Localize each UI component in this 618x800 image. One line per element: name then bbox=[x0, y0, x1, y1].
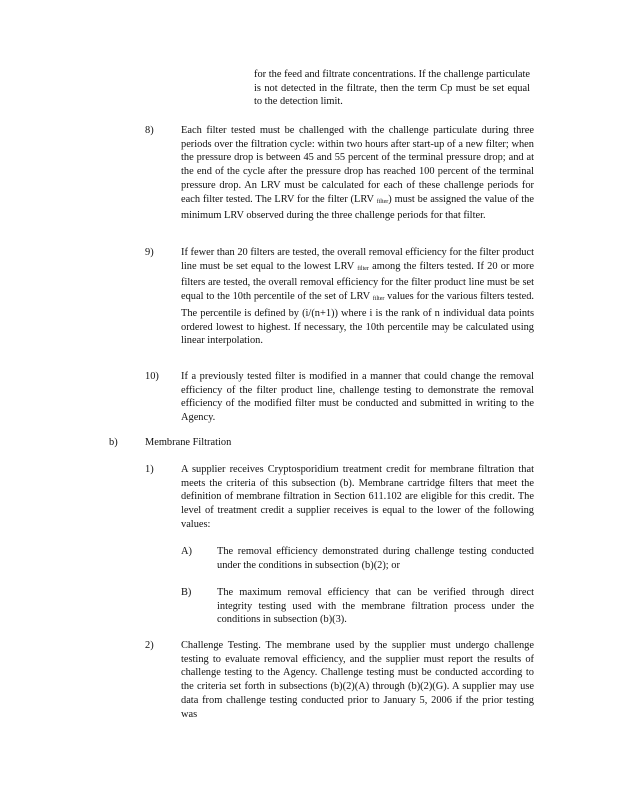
item-2-label: 2) bbox=[145, 640, 154, 651]
section-b-label: b) bbox=[109, 437, 118, 448]
section-b-heading: Membrane Filtration bbox=[145, 437, 232, 448]
item-2-text: Challenge Testing. The membrane used by the supplier must undergo challenge testing to evaluate removal efficiency, and the supplier must report the results of challenge testing to the Agency. Challenge testing must be conducted according to the criteria set forth in subsections (b)(2)(A) through (b)(2)(G). A supplier may use data from challenge testing conducted prior to January 5, 2006 if the prior testing was bbox=[181, 640, 534, 720]
item-9-text: If fewer than 20 filters are tested, the overall removal efficiency for the filter product line must be set equal to the lowest LRV filter among the filters tested. If 20 or more filters are tested, the overall removal efficiency for the filter product line must be set equal to the 10th percentile of the set of LRV filter values for the various filters tested. The percentile is defined by (i/(n+1)) where i is the rank of n individual data points ordered lowest to highest. If necessary, the 10th percentile may be calculated using linear interpolation. bbox=[181, 247, 534, 347]
item-8-label: 8) bbox=[145, 125, 154, 136]
item-1a-text: The removal efficiency demonstrated during challenge testing conducted under the conditions in subsection (b)(2); or bbox=[217, 546, 534, 571]
item-1a-label: A) bbox=[181, 546, 192, 557]
item-10-label: 10) bbox=[145, 371, 159, 382]
item-1b-text: The maximum removal efficiency that can be verified through direct integrity testing used with the membrane filtration process under the conditions in subsection (b)(3). bbox=[217, 587, 534, 626]
item-1-text: A supplier receives Cryptosporidium treatment credit for membrane filtration that meets the criteria of this subsection (b). Membrane cartridge filters that meet the definition of membrane filtration in Section 611.102 are eligible for this credit. The level of treatment credit a supplier receives is equal to the lower of the following values: bbox=[181, 464, 534, 530]
item-1-label: 1) bbox=[145, 464, 154, 475]
item-9-label: 9) bbox=[145, 247, 154, 258]
item-1b-label: B) bbox=[181, 587, 192, 598]
continuation-paragraph bbox=[254, 68, 530, 109]
item-10-text: If a previously tested filter is modified in a manner that could change the removal efficiency of the filter product line, challenge testing to demonstrate the removal efficiency of the modified filter must be conducted and submitted in writing to the Agency. bbox=[181, 371, 534, 424]
continuation-text: for the feed and filtrate concentrations. If the challenge particulate is not detected in the filtrate, then the term Cp must be set equal to the detection limit. bbox=[254, 69, 530, 108]
item-8-text: Each filter tested must be challenged with the challenge particulate during three periods over the filtration cycle: within two hours after start-up of a new filter; when the pressure drop is between 45 and 55 percent of the terminal pressure drop; and at the end of the cycle after the pressure drop has reached 100 percent of the terminal pressure drop. An LRV must be calculated for each of these challenge periods for each filter tested. The LRV for the filter (LRV filter) must be assigned the value of the minimum LRV observed during the three challenge periods for that filter. bbox=[181, 125, 534, 222]
